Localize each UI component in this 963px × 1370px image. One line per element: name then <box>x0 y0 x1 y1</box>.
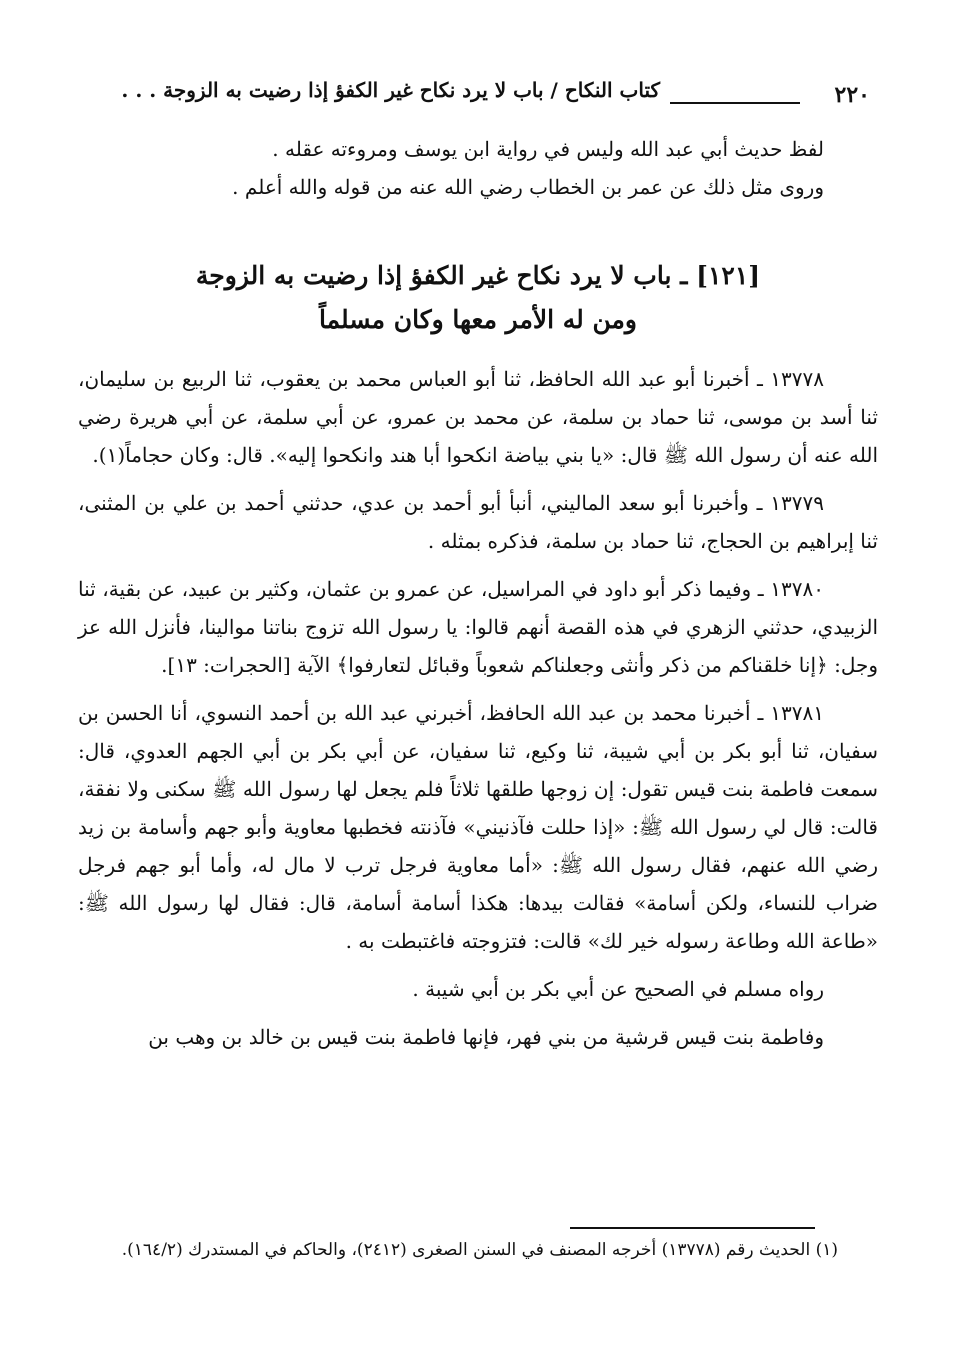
hadith-13781: ١٣٧٨١ ـ أخبرنا محمد بن عبد الله الحافظ، أخبرني عبد الله بن أحمد النسوي، أنا الحسن بن سفيان، ثنا أبو بكر بن أبي شيبة، ثنا وكيع، ثنا سفيان، عن أبي بكر بن أبي الجهم العدوي، قال: سمعت فاطمة بنت قيس تقول: إن زوجها طلقها ثلاثاً فلم يجعل لها رسول الله ﷺ سكنى ولا نفقة، قالت: قال لي رسول الله ﷺ: «إذا حللت فآذنيني» فآذنته فخطبها معاوية وأبو جهم وأسامة بن زيد رضي الله عنهم، فقال رسول الله ﷺ: «أما معاوية فرجل ترب لا مال له، وأما أبو جهم فرجل ضراب للنساء، ولكن أسامة» فقالت بيدها: هكذا أسامة أسامة، قال: فقال لها رسول الله ﷺ: «طاعة الله وطاعة رسوله خير لك» قالت: فتزوجته فاغتبطت به . <box>78 701 878 953</box>
footnote: (١) الحديث رقم (١٣٧٧٨) أخرجه المصنف في السنن الصغرى (٢٤١٢)، والحاكم في المستدرك (١٦٤/٢). <box>121 1240 838 1260</box>
hadith-13778: ١٣٧٧٨ ـ أخبرنا أبو عبد الله الحافظ، ثنا أبو العباس محمد بن يعقوب، ثنا الربيع بن سليمان، ثنا أسد بن موسى، ثنا حماد بن سلمة، عن محمد بن عمرو، عن أبي سلمة، عن أبي هريرة رضي الله عنه أن رسول الله ﷺ قال: «يا بني بياضة انكحوا أبا هند وانكحوا إليه». قال: وكان حجاماً(١). <box>78 367 878 467</box>
paragraph-lafz: لفظ حديث أبي عبد الله وليس في رواية ابن يوسف ومروءته عقله . <box>272 137 824 161</box>
paragraph-umar: وروى مثل ذلك عن عمر بن الخطاب رضي الله عنه من قوله والله أعلم . <box>232 175 824 199</box>
chapter-title <box>78 254 878 342</box>
page-header <box>80 72 870 116</box>
paragraph-fatima: وفاطمة بنت قيس قرشية من بني فهر، فإنها فاطمة بنت قيس بن خالد بن وهب بن <box>148 1025 824 1049</box>
header-rule <box>670 102 800 104</box>
chapter-title-line-1: [١٢١] ـ باب لا يرد نكاح غير الكفؤ إذا رضيت به الزوجة <box>195 261 761 290</box>
chapter-title-line-2: ومن له الأمر معها وكان مسلماً <box>318 305 637 334</box>
running-title: كتاب النكاح / باب لا يرد نكاح غير الكفؤ إذا رضيت به الزوجة . . . <box>121 78 660 102</box>
footnote-rule <box>570 1227 815 1229</box>
hadith-13780: ١٣٧٨٠ ـ وفيما ذكر أبو داود في المراسيل، عن عمرو بن عثمان، وكثير بن عبيد، عن بقية، ثنا الزبيدي، حدثني الزهري في هذه القصة أنهم قالوا: يا رسول الله تزوج بناتنا موالينا، فأنزل الله عز وجل: ﴿إنا خلقناكم من ذكر وأنثى وجعلناكم شعوباً وقبائل لتعارفوا﴾ الآية [الحجرات: ١٣]. <box>78 577 878 677</box>
hadith-13779: ١٣٧٧٩ ـ وأخبرنا أبو سعد الماليني، أنبأ أبو أحمد بن عدي، حدثني أحمد بن علي بن المثنى، ثنا إبراهيم بن الحجاج، ثنا حماد بن سلمة، فذكره بمثله . <box>78 491 878 553</box>
paragraph-muslim: رواه مسلم في الصحيح عن أبي بكر بن أبي شيبة . <box>412 977 824 1001</box>
page-body <box>78 130 878 1056</box>
page-number: ٢٢٠ <box>834 82 870 108</box>
